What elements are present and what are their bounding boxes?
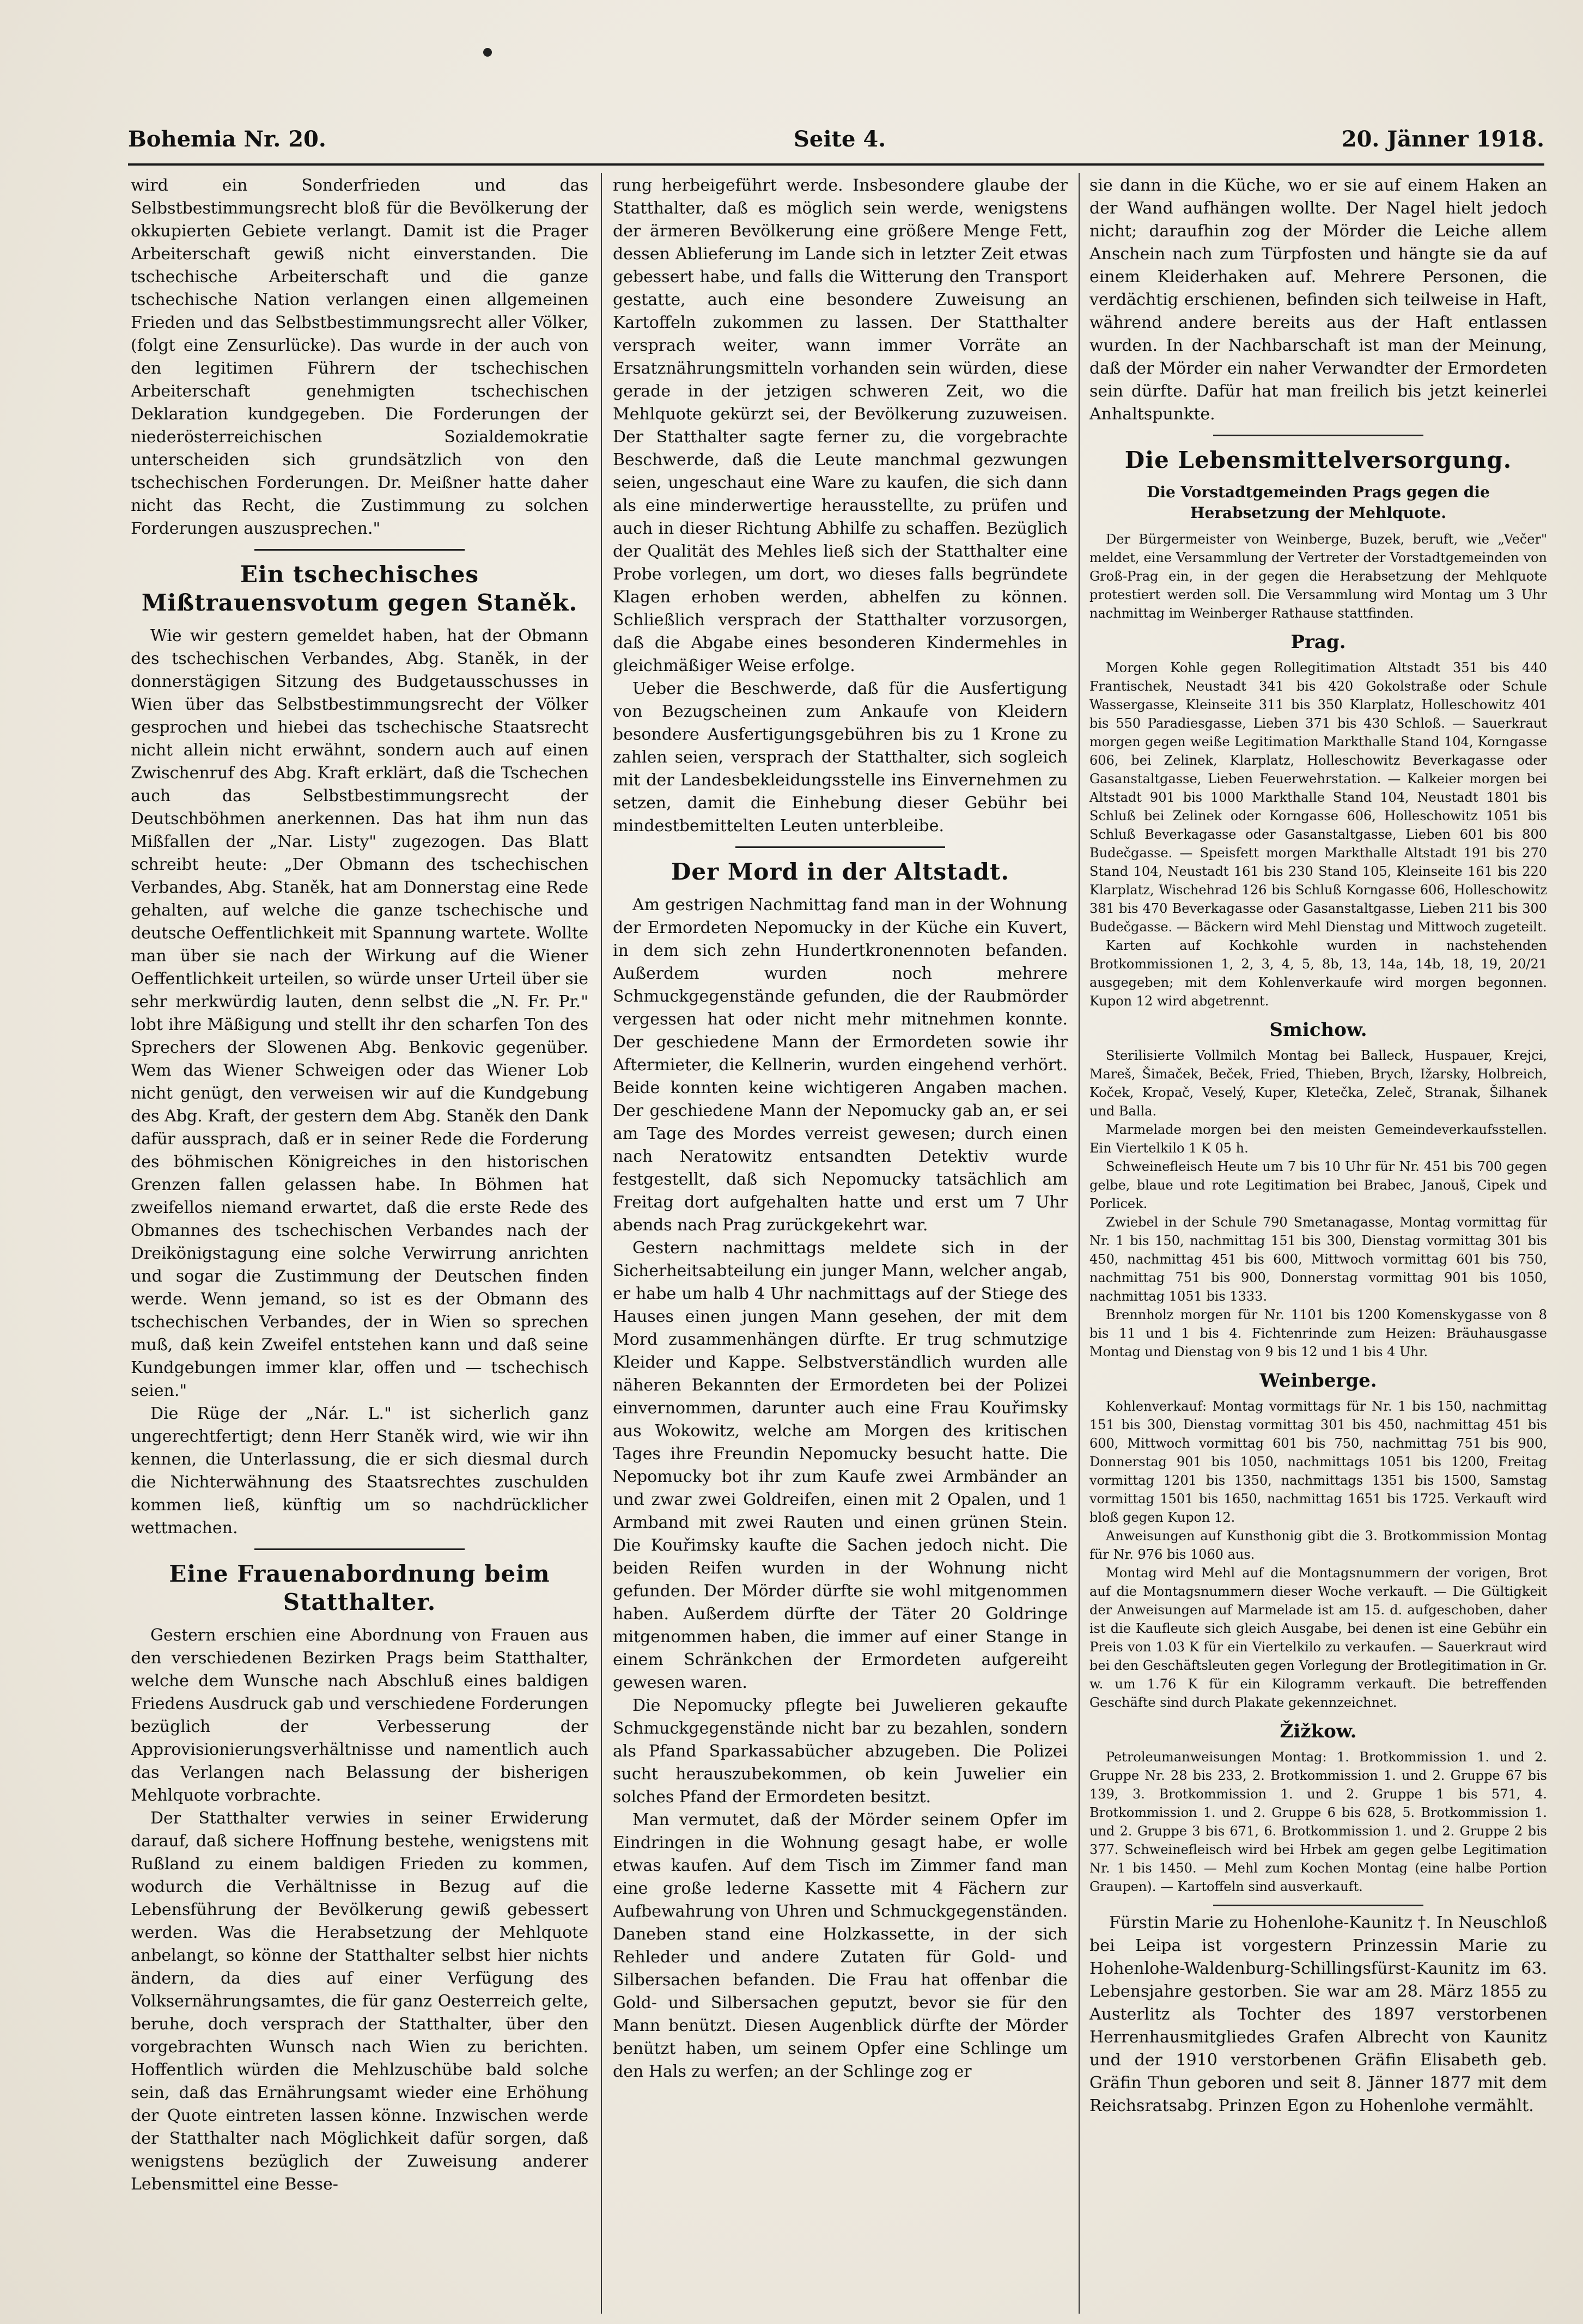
- ink-dot: [483, 48, 492, 57]
- article-text: sie dann in die Küche, wo er sie auf einem Haken an der Wand aufhängen wollte. Der Nagel hielt jedoch nicht; daraufhin zog der Mörder die Leiche allem Anschein nach zum Türpfosten und hängte sie da auf einem Kleiderhaken auf. Mehrere Personen, die verdächtig erschienen, befinden sich teilweise in Haft, während andere bereits aus der Haft entlassen wurden. In der Nachbarschaft ist man der Meinung, daß der Mörder ein naher Verwandter der Ermordeten sein dürfte. Dafür hat man freilich bis jetzt keinerlei Anhaltspunkte.: [1089, 176, 1547, 424]
- article-text: wird ein Sonderfrieden und das Selbstbestimmungsrecht bloß für die Bevölkerung der okkupierten Gebiete verlangt. Damit ist die Prager Arbeiterschaft gewiß nicht einverstanden. Die tschechische Arbeiterschaft und die ganze tschechische Nation verlangen einen allgemeinen Frieden und das Selbstbestimmungsrecht aller Völker, (folgt eine Zensurlücke). Das wurde in der auch von den legitimen Führern der tschechischen Arbeiterschaft genehmigten tschechischen Deklaration kundgegeben. Die Forderungen der niederösterreichischen Sozialdemokratie unterscheiden sich grundsätzlich von den tschechischen Forderungen. Dr. Meißner hatte daher nicht das Recht, die Zustimmung zu solchen Forderungen auszusprechen.": [131, 176, 588, 538]
- section-weinberge: Weinberge.: [1259, 1370, 1377, 1392]
- section-smichow: Smichow.: [1269, 1019, 1367, 1041]
- separator: [1213, 435, 1423, 436]
- obituary-text: Fürstin Marie zu Hohenlohe-Kaunitz †. In Neuschloß bei Leipa ist vorgestern Prinzessin Marie zu Hohenlohe-Waldenburg-Schillingsfürst-Kaunitz im 63. Lebensjahre gestorben. Sie war am 28. März 1855 zu Austerlitz als Tochter des 1897 verstorbenen Herrenhausmitgliedes Grafen Albrecht von Kaunitz und der 1910 verstorbenen Gräfin Elisabeth geb. Gräfin Thun geboren und seit 8. Jänner 1877 mit dem Reichsratsabg. Prinzen Egon zu Hohenlohe vermählt.: [1089, 1913, 1547, 2115]
- headline-mord-altstadt: Der Mord in der Altstadt.: [671, 858, 1010, 885]
- notice-text: Sterilisierte Vollmilch Montag bei Balleck, Huspauer, Krejci, Mareš, Šimaček, Beček, Fried, Thieben, Brych, Ižarsky, Holbreich, Koček, Kropač, Veselý, Kuper, Kletečka, Zeleč, Stranak, Šilhanek und Balla.: [1089, 1048, 1547, 1119]
- column-2: [613, 174, 1068, 2315]
- notice-text: Kohlenverkauf: Montag vormittags für Nr. 1 bis 150, nachmittag 151 bis 300, Dienstag vormittag 301 bis 450, nachmittag 451 bis 600, Mittwoch vormittag 601 bis 750, nachmittag 751 bis 900, Donnerstag 901 bis 1050, nachmittags 1051 bis 1200, Freitag vormittag 1201 bis 1350, nachmittags 1351 bis 1500, Samstag vormittag 1501 bis 1650, nachmittag 1651 bis 1725. Verkauft wird bloß gegen Kupon 12.: [1089, 1399, 1547, 1525]
- article-text: rung herbeigeführt werde. Insbesondere glaube der Statthalter, daß es möglich sein werde, wenigstens der ärmeren Bevölkerung eine größere Menge Fett, dessen Ablieferung im Lande sich in letzter Zeit etwas gebessert habe, und falls die Witterung den Transport gestatte, auch eine besondere Zuweisung an Kartoffeln zukommen zu lassen. Der Statthalter versprach weiter, wann immer Vorräte an Ersatznährungsmitteln vorhanden sein würden, diese gerade in der jetzigen schweren Zeit, wo die Mehlquote gekürzt sei, der Bevölkerung zuzuweisen. Der Statthalter sagte ferner zu, die vorgebrachte Beschwerde, daß die Leute manchmal gezwungen seien, ungeschaut eine Ware zu kaufen, die sich dann als eine minderwertige herausstellte, zu prüfen und auch in dieser Richtung Abhilfe zu schaffen. Bezüglich der Qualität des Mehles ließ sich der Statthalter eine Probe vorlegen, um dort, wo dieses falls begründete Klagen erhoben werden, abhelfen zu können. Schließlich versprach der Statthalter vorzusorgen, daß die Abgabe eines besonderen Kindermehles in gleichmäßiger Weise erfolge.: [613, 176, 1068, 675]
- notice-text: Petroleumanweisungen Montag: 1. Brotkommission 1. und 2. Gruppe Nr. 28 bis 233, 2. Brotkommission 1. und 2. Gruppe 67 bis 139, 3. Brotkommission 1. und 2. Gruppe 1 bis 571, 4. Brotkommission 1. und 2. Gruppe 6 bis 628, 5. Brotkommission 1. und 2. Gruppe 3 bis 671, 6. Brotkommission 1. und 2. Gruppe 2 bis 377. Schweinefleisch wird bei Hrbek am gegen gelbe Legitimation Nr. 1 bis 1450. — Mehl zum Kochen Montag (eine halbe Portion Graupen). — Kartoffeln sind ausverkauft.: [1089, 1749, 1547, 1894]
- article-text: Gestern nachmittags meldete sich in der Sicherheitsabteilung ein junger Mann, welcher angab, er habe um halb 4 Uhr nachmittags auf der Stiege des Hauses einen jungen Mann gesehen, der mit dem Mord zusammenhängen dürfte. Er trug schmutzige Kleider und Kappe. Selbstverständlich wurden alle näheren Bekannten der Ermordeten bei der Polizei einvernommen, darunter auch eine Frau Kouřimsky aus Wokowitz, welche am Morgen des kritischen Tages ihre Freundin Nepomucky besucht hatte. Die Nepomucky bot ihr zum Kaufe zwei Armbänder an und zwar zwei Goldreifen, einen mit 2 Opalen, und 1 Armband mit zwei Rauten und einen grünen Stein. Die Kouřimsky kaufte die Sachen jedoch nicht. Die beiden Reifen wurden in der Wohnung nicht gefunden. Der Mörder dürfte sie wohl mitgenommen haben. Außerdem dürfte der Täter 20 Goldringe mitgenommen haben, die immer auf einer Stange in einem Schränkchen der Ermordeten aufgereiht gewesen waren.: [613, 1239, 1068, 1692]
- article-text: Ueber die Beschwerde, daß für die Ausfertigung von Bezugscheinen zum Ankaufe von Kleidern besondere Ausfertigungsgebühren bis zu 1 Krone zu zahlen seien, versprach der Statthalter, sich sogleich mit der Landesbekleidungsstelle ins Einvernehmen zu setzen, damit die Einhebung dieser Gebühr bei mindestbemittelten Leuten unterbleibe.: [613, 679, 1068, 835]
- column-1: [131, 174, 588, 2315]
- notice-text: Morgen Kohle gegen Rollegitimation Altstadt 351 bis 440 Frantischek, Neustadt 341 bis 420 Gokolstraße oder Schule Wassergasse, Kleinseite 311 bis 350 Klarplatz, Holleschowitz 401 bis 550 Paradiesgasse, Lieben 371 bis 430 Schloß. — Sauerkraut morgen gegen weiße Legitimation Markthalle Stand 104, Korngasse 606, bei Zelinek, Klarplatz, Holleschowitz Beverkagasse oder Gasanstaltgasse, Lieben Feuerwehrstation. — Kalkeier morgen bei Altstadt 901 bis 1000 Markthalle Stand 104, Neustadt 1801 bis Schluß bei Zelinek oder Korngasse 606, Holleschowitz 1051 bis Schluß Beverkagasse oder Gasanstaltgasse, Lieben 601 bis 800 Budečgasse. — Speisfett morgen Markthalle Altstadt 191 bis 270 Stand 104, Neustadt 161 bis 230 Stand 105, Kleinseite 161 bis 220 Klarplatz, Wischehrad 126 bis Schluß Korngasse 606, Holleschowitz 381 bis 470 Beverkagasse oder Gasanstaltgasse, Lieben 211 bis 300 Budečgasse. — Bäckern wird Mehl Dienstag und Mittwoch zugeteilt.: [1089, 660, 1547, 935]
- article-text: Man vermutet, daß der Mörder seinem Opfer im Eindringen in die Wohnung gesagt habe, er wolle etwas kaufen. Auf dem Tisch im Zimmer fand man eine große lederne Kassette mit 4 Fächern zur Aufbewahrung von Uhren und Schmuckgegenständen. Daneben stand eine Holzkassette, in der sich Rehleder und andere Zutaten für Gold- und Silbersachen befanden. Die Frau hat offenbar die Gold- und Silbersachen geputzt, bevor sie für den Mann benützt. Diesen Augenblick dürfte der Mörder benützt haben, um seinem Opfer eine Schlinge um den Hals zu werfen; an der Schlinge zog er: [613, 1810, 1068, 2081]
- article-text: Die Nepomucky pflegte bei Juwelieren gekaufte Schmuckgegenstände nicht bar zu bezahlen, sondern als Pfand Sparkassabücher abzugeben. Die Polizei sucht herauszubekommen, ob kein Juwelier ein solches Pfand der Ermordeten besitzt.: [613, 1696, 1068, 1807]
- separator: [254, 1548, 465, 1550]
- page-header: [128, 126, 1544, 159]
- headline-frauenabordnung: Eine Frauenabordnung beim Statthalter.: [169, 1560, 550, 1615]
- column-rule-2: [1079, 173, 1080, 2314]
- headline-misstrauensvotum: Ein tschechisches Mißtrauensvotum gegen Staněk.: [141, 561, 578, 616]
- section-zizkow: Žižkow.: [1280, 1721, 1357, 1742]
- header-publication: Bohemia Nr. 20.: [128, 126, 326, 152]
- notice-text: Marmelade morgen bei den meisten Gemeindeverkaufsstellen. Ein Viertelkilo 1 K 05 h.: [1089, 1122, 1547, 1156]
- column-rule-1: [601, 173, 602, 2314]
- notice-text: Schweinefleisch Heute um 7 bis 10 Uhr für Nr. 451 bis 700 gegen gelbe, blaue und rote Legitimation bei Brabec, Janouš, Cipek und Porlicek.: [1089, 1159, 1547, 1211]
- headline-lebensmittelversorgung: Die Lebensmittelversorgung.: [1124, 447, 1512, 473]
- notice-text: Karten auf Kochkohle wurden in nachstehenden Brotkommissionen 1, 2, 3, 4, 5, 8b, 13, 14a, 14b, 18, 19, 20/21 ausgegeben; mit dem Kohlenverkaufe wird morgen begonnen. Kupon 12 wird abgetrennt.: [1089, 938, 1547, 1009]
- subheadline-mehlquote: Die Vorstadtgemeinden Prags gegen die Herabsetzung der Mehlquote.: [1147, 483, 1490, 522]
- separator: [735, 846, 945, 848]
- separator: [1213, 1905, 1423, 1906]
- article-text: Der Statthalter verwies in seiner Erwiderung darauf, daß sichere Hoffnung bestehe, wenigstens mit Rußland zu einem baldigen Frieden zu kommen, wodurch die Verhältnisse in Bezug auf die Lebensführung der Bevölkerung gewiß gebessert werden. Was die Herabsetzung der Mehlquote anbelangt, so könne der Statthalter selbst hier nichts ändern, da dies auf einer Verfügung des Volksernährungsamtes, die für ganz Oesterreich gelte, beruhe, doch versprach der Statthalter, über den vorgebrachten Wunsch nach Wien zu berichten. Hoffentlich würden die Mehlzuschübe bald solche sein, daß das Ernährungsamt wieder eine Erhöhung der Quote eintreten lassen könne. Inzwischen werde der Statthalter nach Möglichkeit dafür sorgen, daß wenigstens bezüglich der Zuweisung anderer Lebensmittel eine Besse-: [131, 1809, 588, 2194]
- header-date: 20. Jänner 1918.: [1341, 126, 1544, 152]
- notice-text: Brennholz morgen für Nr. 1101 bis 1200 Komenskygasse von 8 bis 11 und 1 bis 4. Fichtenrinde zum Heizen: Bräuhausgasse Montag und Dienstag von 9 bis 12 und 1 bis 4 Uhr.: [1089, 1307, 1547, 1359]
- section-prag: Prag.: [1290, 631, 1346, 653]
- article-text: Die Rüge der „Nár. L." ist sicherlich ganz ungerechtfertigt; denn Herr Staněk wird, wie wir ihn kennen, die Unterlassung, die er sich diesmal durch die Nichterwähnung des Staatsrechtes zuschulden kommen ließ, künftig um so nachdrücklicher wettmachen.: [131, 1404, 588, 1538]
- notice-text: Montag wird Mehl auf die Montagsnummern der vorigen, Brot auf die Montagsnummern dieser Woche verkauft. — Die Gültigkeit der Anweisungen auf Marmelade ist am 15. d. aufgeschoben, daher ist die Kaufleute sich gleich Ausgabe, bei denen ist eine Gebühr ein Preis von 1.03 K für ein Viertelkilo zu verkaufen. — Sauerkraut wird bei den Geschäftsleuten gegen Vorlegung der Brotlegitimation in Gr. w. um 1.76 K für ein Kilogramm verkauft. Die betreffenden Geschäfte sind durch Plakate gekennzeichnet.: [1089, 1565, 1547, 1710]
- notices-block: [1089, 530, 1547, 1896]
- notice-text: Anweisungen auf Kunsthonig gibt die 3. Brotkommission Montag für Nr. 976 bis 1060 aus.: [1089, 1528, 1547, 1562]
- separator: [254, 549, 465, 551]
- article-text: Wie wir gestern gemeldet haben, hat der Obmann des tschechischen Verbandes, Abg. Staněk, in der donnerstägigen Sitzung des Budgetausschusses in Wien über das Selbstbestimmungsrecht der Völker gesprochen und hiebei das tschechische Staatsrecht nicht allein nicht erwähnt, sondern auch auf einen Zwischenruf des Abg. Kraft erklärt, daß die Tschechen auch das Selbstbestimmungsrecht der Deutschböhmen anerkennen. Das hat ihm nun das Mißfallen der „Nar. Listy" zugezogen. Das Blatt schreibt heute: „Der Obmann des tschechischen Verbandes, Abg. Staněk, hat am Donnerstag eine Rede gehalten, auf welche die ganze tschechische und deutsche Oeffentlichkeit mit Spannung wartete. Wollte man über sie nach der Wirkung auf die Wiener Oeffentlichkeit urteilen, so würde unser Urteil über sie sehr merkwürdig lauten, denn selbst die „N. Fr. Pr." lobt ihre Mäßigung und stellt ihr den scharfen Ton des Sprechers der Slowenen Abg. Benkovic gegenüber. Wem das Wiener Schweigen oder das Wiener Lob nicht genügt, den verweisen wir auf die Kundgebung des Abg. Kraft, der gestern dem Abg. Staněk den Dank dafür aussprach, daß er in seiner Rede die Forderung des böhmischen Königreiches in den historischen Grenzen fallen gelassen habe. In Böhmen hat zweifellos niemand erwartet, daß die erste Rede des Obmannes des tschechischen Verbandes nach der Dreikönigstagung eine solche Verwirrung anrichten und sogar die Zustimmung der Deutschen finden werde. Wenn jemand, so ist es der Obmann des tschechischen Verbandes, der in Wien so sprechen muß, daß kein Zweifel entstehen kann und daß seine Kundgebungen immer klar, offen und — tschechisch seien.": [131, 626, 588, 1400]
- notice-text: Der Bürgermeister von Weinberge, Buzek, beruft, wie „Večer" meldet, eine Versammlung der Vertreter der Vorstadtgemeinden von Groß-Prag ein, in der gegen die Herabsetzung der Mehlquote protestiert werden soll. Die Versammlung wird Montag um 3 Uhr nachmittag im Weinberger Rathause stattfinden.: [1089, 532, 1547, 621]
- notice-text: Zwiebel in der Schule 790 Smetanagasse, Montag vormittag für Nr. 1 bis 150, nachmittag 151 bis 300, Dienstag vormittag 301 bis 450, nachmittag 451 bis 600, Mittwoch vormittag 601 bis 750, nachmittag 751 bis 900, Donnerstag vormittag 901 bis 1050, nachmittag 1051 bis 1333.: [1089, 1215, 1547, 1304]
- column-3: [1089, 174, 1547, 2315]
- article-text: Am gestrigen Nachmittag fand man in der Wohnung der Ermordeten Nepomucky in der Küche ein Kuvert, in dem sich zehn Hundertkronennoten befanden. Außerdem wurden noch mehrere Schmuckgegenstände gefunden, die der Raubmörder vergessen hat oder nicht mehr mitnehmen konnte. Der geschiedene Mann der Ermordeten sowie ihr Aftermieter, die Kellnerin, wurden eingehend verhört. Beide konnten keine wichtigeren Angaben machen. Der geschiedene Mann der Nepomucky gab an, er sei am Tage des Mordes verreist gewesen; durch einen nach Neratowitz entsandten Detektiv wurde festgestellt, daß sich Nepomucky tatsächlich am Freitag dort aufgehalten hatte und erst um 7 Uhr abends nach Prag zurückgekehrt war.: [613, 895, 1068, 1235]
- header-rule: [128, 163, 1544, 166]
- article-text: Gestern erschien eine Abordnung von Frauen aus den verschiedenen Bezirken Prags beim Statthalter, welche dem Wunsche nach Abschluß eines baldigen Friedens Ausdruck gab und verschiedene Forderungen bezüglich der Verbesserung der Approvisionierungsverhältnisse und namentlich auch das Verlangen nach Belassung der bisherigen Mehlquote vorbrachte.: [131, 1626, 588, 1805]
- header-page-number: Seite 4.: [794, 126, 886, 152]
